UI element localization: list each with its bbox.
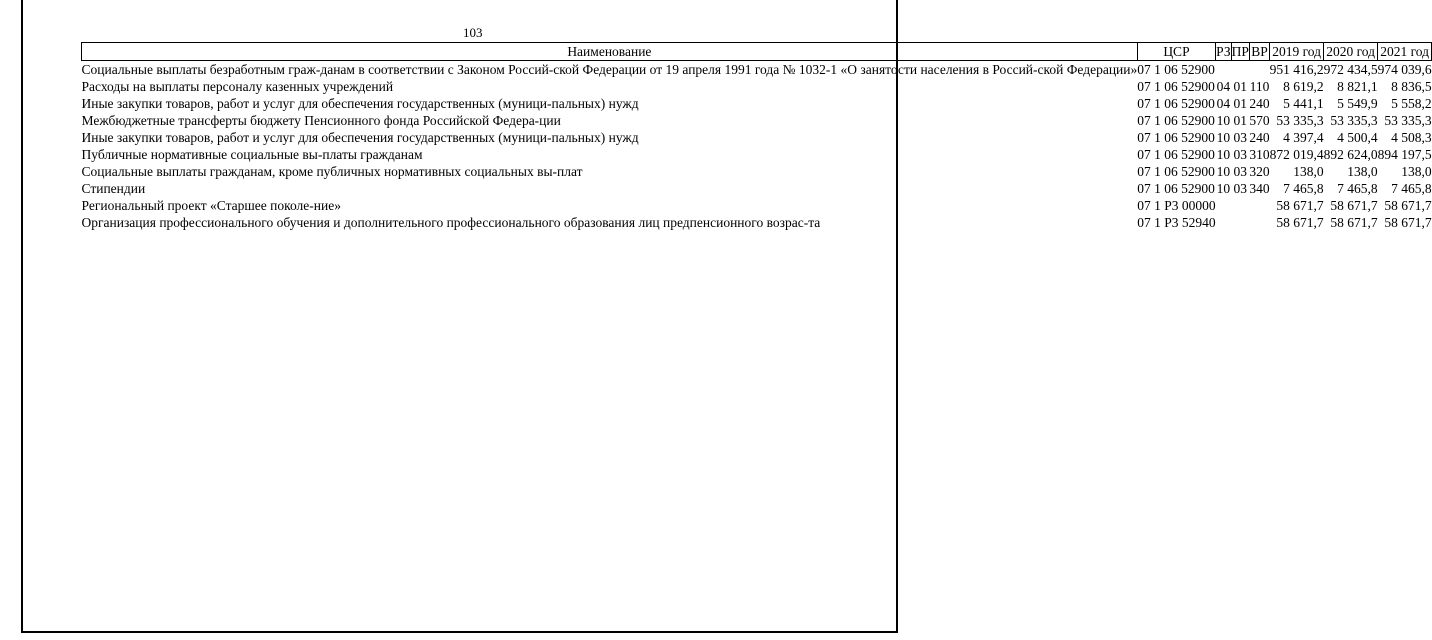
row-2019: 58 671,7: [1276, 198, 1324, 213]
table-row: [82, 112, 1432, 129]
row-vr: 340: [1249, 181, 1270, 196]
table-header: [82, 43, 1432, 61]
page-number: 103: [463, 25, 483, 40]
row-vr: 570: [1249, 113, 1270, 128]
row-2021: 4 508,3: [1391, 130, 1432, 145]
row-2021: 8 836,5: [1391, 79, 1432, 94]
table-row: [82, 146, 1432, 163]
row-csr: 07 1 06 52900: [1137, 113, 1215, 128]
row-rz: [1216, 61, 1231, 79]
row-pr: 03: [1233, 147, 1247, 162]
row-2019: 5 441,1: [1283, 96, 1324, 111]
row-2019: 53 335,3: [1276, 113, 1324, 128]
row-vr: 240: [1249, 96, 1270, 111]
row-2021: 138,0: [1401, 164, 1432, 179]
row-csr: 07 1 06 52900: [1137, 164, 1215, 179]
row-pr: 01: [1233, 113, 1247, 128]
row-pr: [1231, 214, 1249, 231]
row-name: Иные закупки товаров, работ и услуг для обеспечения государственных (муници-пальных) нужд: [81, 96, 639, 111]
header-2019: 2019 год: [1270, 43, 1324, 61]
row-vr: 310: [1249, 147, 1270, 162]
row-name: Региональный проект «Старшее поколе-ние»: [81, 198, 341, 213]
row-name: Стипендии: [81, 181, 146, 196]
row-csr: 07 1 06 52900: [1137, 96, 1215, 111]
row-2019: 7 465,8: [1283, 181, 1324, 196]
row-2019: 951 416,2: [1269, 62, 1324, 77]
row-2019: 872 019,4: [1269, 147, 1324, 162]
row-vr: [1249, 61, 1269, 79]
header-name: Наименование: [82, 43, 1138, 61]
table-row: [82, 78, 1432, 95]
row-vr: 320: [1249, 164, 1270, 179]
table-row: [82, 163, 1432, 180]
table-row: [82, 95, 1432, 112]
row-2020: 4 500,4: [1337, 130, 1378, 145]
row-pr: [1231, 197, 1249, 214]
table-row: [82, 197, 1432, 214]
row-csr: 07 1 06 52900: [1137, 181, 1215, 196]
row-2021: 58 671,7: [1384, 215, 1432, 230]
row-rz: 04: [1216, 79, 1231, 94]
row-2021: 53 335,3: [1384, 113, 1432, 128]
row-name: Иные закупки товаров, работ и услуг для обеспечения государственных (муници-пальных) нужд: [81, 130, 639, 145]
header-vr: ВР: [1251, 44, 1268, 59]
row-vr: [1249, 214, 1269, 231]
row-csr: 07 1 Р3 52940: [1137, 215, 1216, 230]
row-2019: 4 397,4: [1283, 130, 1324, 145]
table-row: [82, 61, 1432, 79]
row-vr: 240: [1249, 130, 1270, 145]
row-rz: 10: [1216, 113, 1231, 128]
row-pr: 01: [1233, 79, 1247, 94]
row-2020: 5 549,9: [1337, 96, 1378, 111]
row-name: Межбюджетные трансферты бюджету Пенсионного фонда Российской Федера-ции: [81, 113, 561, 128]
table-body: [82, 61, 1432, 232]
row-vr: 110: [1249, 79, 1270, 94]
header-2020: 2020 год: [1324, 43, 1378, 61]
row-2021: 5 558,2: [1391, 96, 1432, 111]
row-name: Социальные выплаты безработным граж-данам в соответствии с Законом Россий-ской Федерации от 19 апреля 1991 года № 1032-1 «О занятости населения в Россий-ской Федерации»: [81, 62, 1138, 77]
row-vr: [1249, 197, 1269, 214]
row-rz: 10: [1216, 181, 1231, 196]
row-pr: [1231, 61, 1249, 79]
row-pr: 03: [1233, 130, 1247, 145]
header-pr: ПР: [1231, 44, 1249, 59]
row-2020: 7 465,8: [1337, 181, 1378, 196]
row-2021: 974 039,6: [1377, 62, 1432, 77]
row-2020: 138,0: [1347, 164, 1378, 179]
row-2021: 894 197,5: [1377, 147, 1432, 162]
header-2021: 2021 год: [1378, 43, 1432, 61]
row-csr: 07 1 06 52900: [1137, 147, 1215, 162]
row-csr: 07 1 06 52900: [1137, 130, 1215, 145]
row-2019: 138,0: [1293, 164, 1324, 179]
row-2020: 58 671,7: [1330, 198, 1378, 213]
table-row: [82, 180, 1432, 197]
row-rz: [1216, 197, 1231, 214]
budget-table: [81, 42, 1432, 231]
row-rz: [1216, 214, 1231, 231]
row-csr: 07 1 Р3 00000: [1137, 198, 1216, 213]
row-2021: 58 671,7: [1384, 198, 1432, 213]
row-pr: 01: [1233, 96, 1247, 111]
row-pr: 03: [1233, 164, 1247, 179]
row-2019: 8 619,2: [1283, 79, 1324, 94]
row-pr: 03: [1233, 181, 1247, 196]
header-csr: ЦСР: [1137, 43, 1215, 61]
row-name: Организация профессионального обучения и дополнительного профессионального образования лиц предпенсионного возрас-та: [81, 215, 821, 230]
row-2020: 58 671,7: [1330, 215, 1378, 230]
row-name: Расходы на выплаты персоналу казенных учреждений: [81, 79, 394, 94]
row-rz: 04: [1216, 96, 1231, 111]
table-row: [82, 129, 1432, 146]
table-row: [82, 214, 1432, 231]
row-2020: 972 434,5: [1323, 62, 1378, 77]
row-rz: 10: [1216, 130, 1231, 145]
row-2019: 58 671,7: [1276, 215, 1324, 230]
row-2020: 892 624,0: [1323, 147, 1378, 162]
row-csr: 07 1 06 52900: [1137, 79, 1215, 94]
row-name: Публичные нормативные социальные вы-платы гражданам: [81, 147, 423, 162]
row-name: Социальные выплаты гражданам, кроме публичных нормативных социальных вы-плат: [81, 164, 583, 179]
row-rz: 10: [1216, 164, 1231, 179]
header-row: [82, 43, 1432, 61]
row-csr: 07 1 06 52900: [1137, 62, 1215, 77]
row-2021: 7 465,8: [1391, 181, 1432, 196]
row-2020: 8 821,1: [1337, 79, 1378, 94]
header-rz: РЗ: [1216, 44, 1231, 59]
row-2020: 53 335,3: [1330, 113, 1378, 128]
row-rz: 10: [1216, 147, 1231, 162]
